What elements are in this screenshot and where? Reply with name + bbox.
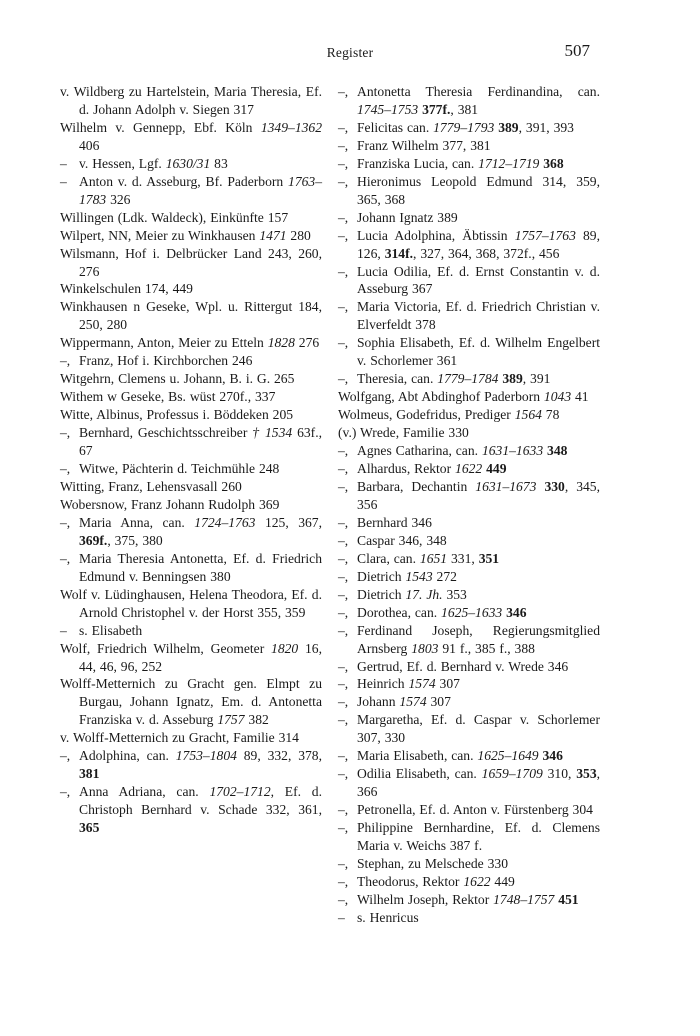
entry-ditto-mark: –, xyxy=(60,353,71,369)
index-entry xyxy=(60,298,322,334)
entry-text: Bernhard, Geschichtsschreiber † 1534 63f., 67 xyxy=(79,425,322,459)
index-entry xyxy=(338,532,600,550)
entry-text: Adolphina, can. 1753–1804 89, 332, 378, 381 xyxy=(79,748,322,782)
index-entry xyxy=(338,604,600,622)
index-entry xyxy=(60,729,322,747)
index-entry xyxy=(60,388,322,406)
entry-text: Maria Victoria, Ef. d. Friedrich Christian v. Elverfeldt 378 xyxy=(357,299,600,333)
running-title: Register xyxy=(326,45,374,60)
index-entry xyxy=(60,173,322,209)
entry-text: (v.) Wrede, Familie 330 xyxy=(338,425,469,441)
index-entry xyxy=(60,370,322,388)
entry-text: Johann 1574 307 xyxy=(357,694,451,710)
index-entry xyxy=(60,119,322,155)
entry-ditto-mark: –, xyxy=(338,173,349,189)
entry-text: Hieronimus Leopold Edmund 314, 359, 365, 368 xyxy=(357,173,600,207)
index-entry xyxy=(338,711,600,747)
entry-text: Winkelschulen 174, 449 xyxy=(60,281,193,297)
entry-ditto-mark: –, xyxy=(338,658,349,674)
entry-text: Anton v. d. Asseburg, Bf. Paderborn 1763–1783 326 xyxy=(79,173,322,207)
index-column-right xyxy=(338,83,600,927)
entry-ditto-mark: –, xyxy=(338,622,349,638)
entry-ditto-mark: –, xyxy=(338,820,349,836)
entry-text: Wolf v. Lüdinghausen, Helena Theodora, Ef. d. Arnold Christophel v. der Horst 355, 359 xyxy=(60,586,322,620)
index-entry xyxy=(60,83,322,119)
entry-text: Wilsmann, Hof i. Delbrücker Land 243, 260, 276 xyxy=(60,245,322,279)
entry-text: Wobersnow, Franz Johann Rudolph 369 xyxy=(60,496,280,512)
entry-ditto-mark: –, xyxy=(338,137,349,153)
index-entry xyxy=(338,137,600,155)
entry-ditto-mark: –, xyxy=(338,568,349,584)
index-entry xyxy=(60,622,322,640)
index-entry xyxy=(338,765,600,801)
entry-text: Winkhausen n Geseke, Wpl. u. Rittergut 184, 250, 280 xyxy=(60,299,322,333)
index-entry xyxy=(338,873,600,891)
index-entry xyxy=(60,460,322,478)
entry-text: Maria Elisabeth, can. 1625–1649 346 xyxy=(357,748,563,764)
entry-ditto-mark: –, xyxy=(338,443,349,459)
index-entry xyxy=(338,406,600,424)
entry-ditto-mark: –, xyxy=(60,748,71,764)
entry-text: s. Elisabeth xyxy=(79,622,143,638)
index-entry xyxy=(338,424,600,442)
index-entry xyxy=(60,424,322,460)
index-entry xyxy=(338,119,600,137)
index-entry xyxy=(338,388,600,406)
index-entry xyxy=(338,83,600,119)
index-entry xyxy=(338,909,600,927)
entry-ditto-mark: – xyxy=(60,622,67,638)
index-entry xyxy=(338,693,600,711)
index-entry xyxy=(338,334,600,370)
index-entry xyxy=(60,514,322,550)
entry-ditto-mark: –, xyxy=(338,299,349,315)
index-entry xyxy=(338,173,600,209)
entry-ditto-mark: –, xyxy=(338,604,349,620)
entry-text: Petronella, Ef. d. Anton v. Fürstenberg 304 xyxy=(357,802,593,818)
entry-ditto-mark: –, xyxy=(338,461,349,477)
entry-text: Gertrud, Ef. d. Bernhard v. Wrede 346 xyxy=(357,658,569,674)
entry-text: Philippine Bernhardine, Ef. d. Clemens Maria v. Weichs 387 f. xyxy=(357,820,600,854)
entry-text: Maria Theresia Antonetta, Ef. d. Friedrich Edmund v. Benningsen 380 xyxy=(79,550,322,584)
entry-ditto-mark: – xyxy=(60,155,67,171)
index-entry xyxy=(60,227,322,245)
entry-text: Antonetta Theresia Ferdinandina, can. 1745–1753 377f., 381 xyxy=(357,84,600,117)
entry-ditto-mark: –, xyxy=(338,335,349,351)
entry-text: Wilpert, NN, Meier zu Winkhausen 1471 280 xyxy=(60,227,311,243)
index-entry xyxy=(338,370,600,388)
entry-text: Witgehrn, Clemens u. Johann, B. i. G. 265 xyxy=(60,371,295,387)
entry-text: Dietrich 1543 272 xyxy=(357,568,457,584)
entry-ditto-mark: – xyxy=(338,909,345,925)
entry-ditto-mark: –, xyxy=(60,425,71,441)
index-entry xyxy=(338,658,600,676)
index-entry xyxy=(60,245,322,281)
entry-ditto-mark: –, xyxy=(338,155,349,171)
index-entry xyxy=(60,155,322,173)
entry-ditto-mark: –, xyxy=(60,514,71,530)
entry-text: Barbara, Dechantin 1631–1673 330, 345, 356 xyxy=(357,478,601,512)
entry-ditto-mark: –, xyxy=(338,532,349,548)
entry-text: Alhardus, Rektor 1622 449 xyxy=(357,461,507,477)
index-entry xyxy=(338,586,600,604)
entry-text: Lucia Odilia, Ef. d. Ernst Constantin v. d. Asseburg 367 xyxy=(357,263,600,297)
index-entry xyxy=(338,550,600,568)
index-entry xyxy=(338,801,600,819)
entry-text: Dorothea, can. 1625–1633 346 xyxy=(357,604,527,620)
index-column-left xyxy=(60,83,322,837)
index-entry xyxy=(338,298,600,334)
entry-text: Johann Ignatz 389 xyxy=(357,209,458,225)
entry-ditto-mark: –, xyxy=(338,478,349,494)
entry-text: Heinrich 1574 307 xyxy=(357,676,460,692)
index-entry xyxy=(60,352,322,370)
entry-text: Franz Wilhelm 377, 381 xyxy=(357,137,491,153)
index-entry xyxy=(338,460,600,478)
entry-ditto-mark: –, xyxy=(338,227,349,243)
entry-ditto-mark: –, xyxy=(338,891,349,907)
index-entry xyxy=(338,568,600,586)
entry-ditto-mark: –, xyxy=(60,784,71,800)
index-entry xyxy=(338,855,600,873)
entry-ditto-mark: –, xyxy=(338,855,349,871)
entry-text: Sophia Elisabeth, Ef. d. Wilhelm Engelbert v. Schorlemer 361 xyxy=(357,335,600,369)
index-entry xyxy=(60,334,322,352)
index-entry xyxy=(338,891,600,909)
entry-text: Margaretha, Ef. d. Caspar v. Schorlemer 307, 330 xyxy=(357,712,600,746)
entry-ditto-mark: –, xyxy=(60,461,71,477)
index-entry xyxy=(60,783,322,837)
entry-text: Wilhelm Joseph, Rektor 1748–1757 451 xyxy=(357,891,579,907)
index-entry xyxy=(338,514,600,532)
entry-ditto-mark: –, xyxy=(338,263,349,279)
entry-text: Odilia Elisabeth, can. 1659–1709 310, 353, 366 xyxy=(357,766,601,800)
index-entry xyxy=(338,819,600,855)
entry-ditto-mark: –, xyxy=(338,712,349,728)
entry-text: Franziska Lucia, can. 1712–1719 368 xyxy=(357,155,564,171)
entry-text: Wippermann, Anton, Meier zu Etteln 1828 276 xyxy=(60,335,320,351)
index-entry xyxy=(60,209,322,227)
entry-ditto-mark: – xyxy=(60,173,67,189)
index-entry xyxy=(60,747,322,783)
entry-text: Theodorus, Rektor 1622 449 xyxy=(357,873,515,889)
entry-text: Franz, Hof i. Kirchborchen 246 xyxy=(79,353,253,369)
entry-text: Agnes Catharina, can. 1631–1633 348 xyxy=(357,443,568,459)
entry-ditto-mark: –, xyxy=(338,676,349,692)
entry-ditto-mark: –, xyxy=(338,873,349,889)
index-entry xyxy=(60,478,322,496)
entry-text: v. Hessen, Lgf. 1630/31 83 xyxy=(79,155,228,171)
entry-ditto-mark: –, xyxy=(338,586,349,602)
entry-ditto-mark: –, xyxy=(60,550,71,566)
index-entry xyxy=(60,496,322,514)
entry-ditto-mark: –, xyxy=(338,766,349,782)
entry-ditto-mark: –, xyxy=(338,550,349,566)
index-entry xyxy=(60,280,322,298)
index-entry xyxy=(338,622,600,658)
entry-ditto-mark: –, xyxy=(338,802,349,818)
entry-text: Dietrich 17. Jh. 353 xyxy=(357,586,467,602)
entry-text: Wilhelm v. Gennepp, Ebf. Köln 1349–1362 406 xyxy=(60,119,322,153)
entry-ditto-mark: –, xyxy=(338,84,349,99)
entry-text: v. Wolff-Metternich zu Gracht, Familie 314 xyxy=(60,730,299,746)
index-entry xyxy=(338,675,600,693)
entry-text: Wolfgang, Abt Abdinghof Paderborn 1043 41 xyxy=(338,389,589,405)
index-entry xyxy=(338,442,600,460)
entry-text: Stephan, zu Melschede 330 xyxy=(357,855,508,871)
index-entry xyxy=(338,155,600,173)
entry-text: Clara, can. 1651 331, 351 xyxy=(357,550,500,566)
entry-text: Bernhard 346 xyxy=(357,514,432,530)
entry-text: Witte, Albinus, Professus i. Böddeken 205 xyxy=(60,407,294,423)
index-entry xyxy=(338,263,600,299)
entry-text: Wolff-Metternich zu Gracht gen. Elmpt zu Burgau, Johann Ignatz, Em. d. Antonetta Franziska v. d. Asseburg 1757 382 xyxy=(60,676,322,728)
entry-text: Witting, Franz, Lehensvasall 260 xyxy=(60,478,242,494)
entry-ditto-mark: –, xyxy=(338,119,349,135)
index-entry xyxy=(338,747,600,765)
entry-text: v. Wildberg zu Hartelstein, Maria Theresia, Ef. d. Johann Adolph v. Siegen 317 xyxy=(60,84,322,117)
index-entry xyxy=(60,640,322,676)
index-entry xyxy=(338,227,600,263)
entry-text: Anna Adriana, can. 1702–1712, Ef. d. Christoph Bernhard v. Schade 332, 361, 365 xyxy=(79,784,322,836)
entry-ditto-mark: –, xyxy=(338,371,349,387)
index-entry xyxy=(338,478,600,514)
entry-text: Maria Anna, can. 1724–1763 125, 367, 369f., 375, 380 xyxy=(79,514,323,548)
index-entry xyxy=(60,550,322,586)
entry-ditto-mark: –, xyxy=(338,514,349,530)
index-entry xyxy=(338,209,600,227)
entry-ditto-mark: –, xyxy=(338,694,349,710)
entry-text: Theresia, can. 1779–1784 389, 391 xyxy=(357,371,551,387)
entry-text: Caspar 346, 348 xyxy=(357,532,447,548)
entry-text: Wolmeus, Godefridus, Prediger 1564 78 xyxy=(338,407,560,423)
entry-ditto-mark: –, xyxy=(338,748,349,764)
running-header xyxy=(0,41,700,63)
page-number: 507 xyxy=(564,41,590,60)
index-entry xyxy=(60,586,322,622)
index-entry xyxy=(60,406,322,424)
index-entry xyxy=(60,675,322,729)
entry-text: Ferdinand Joseph, Regierungsmitglied Arnsberg 1803 91 f., 385 f., 388 xyxy=(357,622,600,656)
entry-text: Wolf, Friedrich Wilhelm, Geometer 1820 16, 44, 46, 96, 252 xyxy=(60,640,322,674)
entry-ditto-mark: –, xyxy=(338,209,349,225)
entry-text: s. Henricus xyxy=(357,909,419,925)
entry-text: Willingen (Ldk. Waldeck), Einkünfte 157 xyxy=(60,209,289,225)
entry-text: Witwe, Pächterin d. Teichmühle 248 xyxy=(79,461,280,477)
entry-text: Lucia Adolphina, Äbtissin 1757–1763 89, 126, 314f., 327, 364, 368, 372f., 456 xyxy=(357,227,600,261)
entry-text: Withem w Geseke, Bs. wüst 270f., 337 xyxy=(60,389,276,405)
entry-text: Felicitas can. 1779–1793 389, 391, 393 xyxy=(357,119,574,135)
